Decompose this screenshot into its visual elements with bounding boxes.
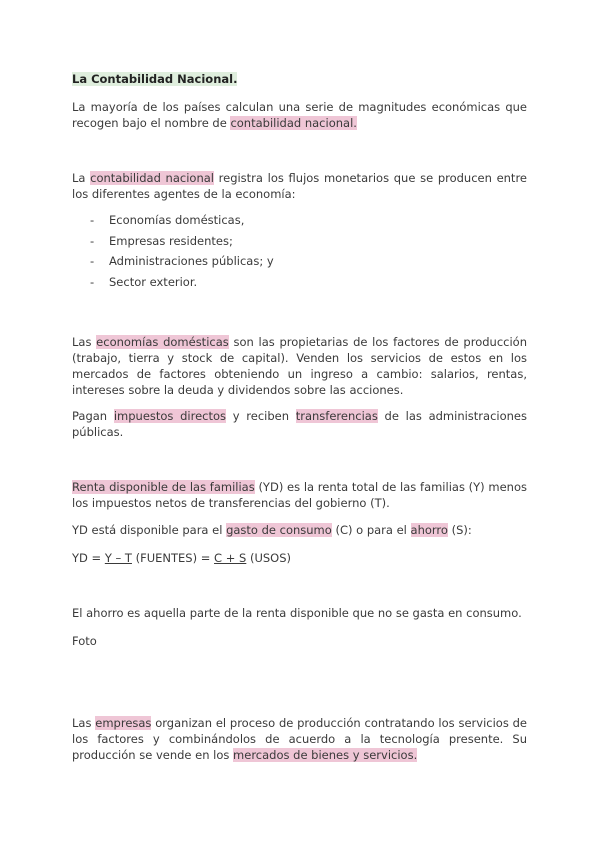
list-bullet: -: [90, 254, 95, 269]
yd-paragraph: [72, 479, 527, 511]
highlight-contabilidad-nacional-2: contabilidad nacional: [90, 171, 214, 185]
firms-text-mid: organizan el proceso de producción contratando los servicios de los factores y combinándolos de acuerdo a la tecnología presente. Su producción se vende en los: [72, 716, 527, 762]
households-paragraph: [72, 334, 527, 398]
uses-text-pre: YD está disponible para el: [72, 523, 227, 537]
savings-paragraph: El ahorro es aquella parte de la renta disponible que no se gasta en consumo.: [72, 606, 522, 620]
list-item-text: Economías domésticas,: [109, 213, 245, 227]
formula: [72, 550, 527, 566]
formula-uses: C + S: [214, 551, 247, 565]
households-text-post: son las propietarias de los factores de producción (trabajo, tierra y stock de capital). Venden los servicios de estos en los mercados de factores obteniendo un ingreso a cambio: salarios, rentas, intereses sobre la deuda y dividendos sobre las acciones.: [72, 335, 527, 397]
list-item-text: Empresas residentes;: [109, 233, 233, 248]
list-item-text: Administraciones públicas; y: [109, 254, 274, 269]
list-item-text: Sector exterior.: [109, 275, 198, 290]
taxes-text-mid: y reciben: [226, 409, 296, 423]
cn-text-post: registra los flujos monetarios que se producen entre los diferentes agentes de la economía:: [72, 171, 527, 201]
intro-text: La mayoría de los países calculan una serie de magnitudes económicas que recogen bajo el nombre de: [72, 100, 527, 130]
uses-text-mid: (C) o para el: [331, 523, 411, 537]
intro-paragraph: [72, 99, 527, 131]
formula-text-mid: (FUENTES) =: [131, 551, 215, 565]
formula-sources: Y – T: [104, 551, 132, 565]
firms-text-pre: Las: [72, 716, 96, 730]
highlight-gasto-de-consumo: gasto de consumo: [226, 523, 332, 537]
highlight-contabilidad-nacional: contabilidad nacional.: [230, 116, 357, 130]
highlight-economias-domesticas: economías domésticas: [96, 335, 229, 349]
uses-text-post: (S):: [447, 523, 472, 537]
list-bullet: -: [90, 213, 95, 227]
highlight-transferencias: transferencias: [295, 409, 378, 423]
list-bullet: -: [90, 233, 95, 248]
photo-placeholder: Foto: [72, 634, 97, 648]
yd-text-post: (YD) es la renta total de las familias (Y) menos los impuestos netos de transferencias del gobierno (T).: [72, 480, 527, 510]
document-title: [72, 71, 237, 87]
formula-text-post: (USOS): [246, 551, 292, 565]
list-bullet: -: [90, 275, 95, 290]
taxes-text-post: de las administraciones públicas.: [72, 409, 527, 439]
title-highlight: La Contabilidad Nacional.: [72, 72, 238, 86]
highlight-impuestos-directos: impuestos directos: [113, 409, 227, 423]
households-text-pre: Las: [72, 335, 97, 349]
highlight-renta-disponible: Renta disponible de las familias: [72, 480, 255, 494]
highlight-ahorro: ahorro: [410, 523, 448, 537]
cn-paragraph: [72, 170, 527, 202]
highlight-mercados-de-bienes: mercados de bienes y servicios.: [233, 748, 418, 762]
uses-paragraph: [72, 522, 527, 538]
highlight-empresas: empresas: [95, 716, 152, 730]
firms-paragraph: [72, 715, 527, 763]
formula-text-pre: YD =: [72, 551, 105, 565]
taxes-paragraph: [72, 408, 527, 440]
cn-text-pre: La: [72, 171, 91, 185]
taxes-text-pre: Pagan: [72, 409, 114, 423]
